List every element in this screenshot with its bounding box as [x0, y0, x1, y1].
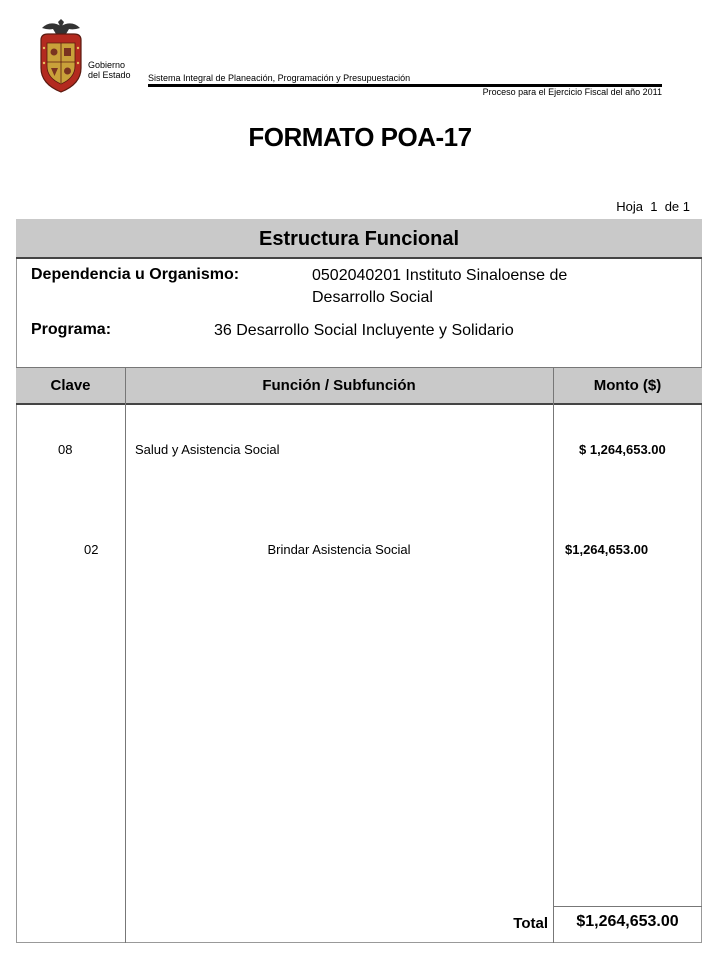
programa-label: Programa:: [31, 321, 112, 338]
section-title: Estructura Funcional: [16, 219, 702, 259]
total-value: $1,264,653.00: [576, 913, 679, 930]
del-estado-line: del Estado: [88, 70, 131, 80]
row-funcion: Brindar Asistencia Social: [267, 542, 411, 557]
column-divider-2: [553, 405, 554, 943]
column-header-monto: Monto ($): [593, 377, 662, 394]
row-monto: $ 1,264,653.00: [579, 442, 666, 457]
header-divider-2: [553, 367, 554, 405]
page-indicator: Hoja 1 de 1: [616, 199, 690, 214]
gobierno-line: Gobierno: [88, 60, 126, 70]
programa-value: 36 Desarrollo Social Incluyente y Solidario: [214, 322, 514, 339]
row-clave: 02: [84, 542, 99, 557]
row-clave: 08: [58, 442, 73, 457]
total-separator: [553, 906, 702, 907]
row-funcion: Salud y Asistencia Social: [135, 442, 280, 457]
state-seal-logo: [36, 18, 86, 96]
government-label: [88, 60, 131, 80]
page-title: FORMATO POA-17: [248, 122, 472, 152]
dependencia-value: 0502040201 Instituto Sinaloense de Desarrollo Social: [312, 267, 568, 306]
dependencia-label: Dependencia u Organismo:: [31, 266, 240, 283]
column-header-clave: Clave: [50, 377, 91, 394]
process-line: Proceso para el Ejercicio Fiscal del año 2011: [482, 87, 662, 97]
table-header: [16, 367, 702, 405]
total-label: Total: [513, 915, 548, 932]
column-header-funcion: Función / Subfunción: [262, 377, 416, 394]
system-name: Sistema Integral de Planeación, Programación y Presupuestación: [148, 73, 411, 83]
row-monto: $1,264,653.00: [565, 542, 649, 557]
header-divider-1: [125, 367, 126, 405]
column-divider-1: [125, 405, 126, 943]
